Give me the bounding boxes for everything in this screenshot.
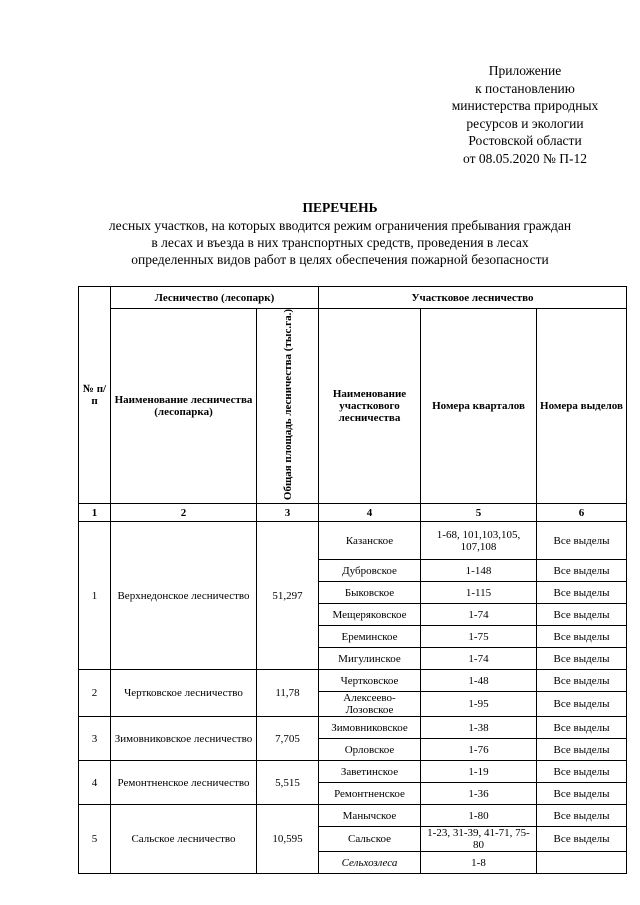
cell-district: Заветинское — [319, 761, 421, 783]
header-area-label: Общая площадь лесничества (тыс.га.) — [281, 309, 294, 501]
cell-plots: Все выделы — [537, 582, 627, 604]
appendix-block — [400, 62, 640, 167]
cell-area: 11,78 — [257, 670, 319, 717]
cell-forestry-name: Зимовниковское лесничество — [111, 717, 257, 761]
cell-district: Мигулинское — [319, 648, 421, 670]
cell-district: Дубровское — [319, 560, 421, 582]
cell-quarters: 1-148 — [421, 560, 537, 582]
header-forestry-name: Наименование лесничества (лесопарка) — [111, 309, 257, 504]
cell-district: Казанское — [319, 522, 421, 560]
cell-quarters: 1-75 — [421, 626, 537, 648]
cell-district: Зимовниковское — [319, 717, 421, 739]
cell-district: Быковское — [319, 582, 421, 604]
appendix-line: от 08.05.2020 № П-12 — [463, 150, 587, 166]
header-area — [257, 309, 319, 504]
column-number: 2 — [111, 504, 257, 522]
subtitle-line: в лесах и въезда в них транспортных средств, проведения в лесах — [151, 235, 529, 250]
cell-forestry-name: Чертковское лесничество — [111, 670, 257, 717]
cell-plots: Все выделы — [537, 670, 627, 692]
forest-areas-table — [78, 286, 627, 874]
column-number: 4 — [319, 504, 421, 522]
cell-plots: Все выделы — [537, 717, 627, 739]
cell-quarters: 1-68, 101,103,105, 107,108 — [421, 522, 537, 560]
appendix-line: ресурсов и экологии — [466, 115, 584, 131]
cell-num: 1 — [79, 522, 111, 670]
column-number: 6 — [537, 504, 627, 522]
document-subtitle — [60, 217, 620, 268]
cell-forestry-name: Верхнедонское лесничество — [111, 522, 257, 670]
cell-district: Алексеево-Лозовское — [319, 692, 421, 717]
cell-district: Ремонтненское — [319, 783, 421, 805]
appendix-line: министерства природных — [451, 98, 599, 113]
cell-area: 10,595 — [257, 805, 319, 874]
table-row — [79, 670, 627, 692]
cell-num: 3 — [79, 717, 111, 761]
column-number: 3 — [257, 504, 319, 522]
subtitle-line: лесных участков, на которых вводится режим ограничения пребывания граждан — [108, 218, 572, 233]
document-title: ПЕРЕЧЕНЬ — [302, 200, 378, 215]
cell-forestry-name: Ремонтненское лесничество — [111, 761, 257, 805]
cell-forestry-name: Сальское лесничество — [111, 805, 257, 874]
cell-quarters: 1-38 — [421, 717, 537, 739]
cell-num: 4 — [79, 761, 111, 805]
cell-plots: Все выделы — [537, 761, 627, 783]
group-header-forestry: Лесничество (лесопарк) — [111, 287, 319, 309]
table-row — [79, 761, 627, 783]
cell-quarters: 1-36 — [421, 783, 537, 805]
cell-district: Чертковское — [319, 670, 421, 692]
table-row — [79, 522, 627, 560]
table-row — [79, 805, 627, 827]
subtitle-line: определенных видов работ в целях обеспечения пожарной безопасности — [131, 252, 549, 267]
cell-district: Мещеряковское — [319, 604, 421, 626]
header-num: № п/п — [79, 287, 111, 504]
cell-district: Сальское — [319, 827, 421, 852]
appendix-line: Ростовской области — [468, 133, 582, 148]
cell-plots — [537, 852, 627, 874]
appendix-line: к постановлению — [475, 80, 575, 96]
cell-plots: Все выделы — [537, 604, 627, 626]
cell-num: 2 — [79, 670, 111, 717]
cell-quarters: 1-74 — [421, 604, 537, 626]
cell-plots: Все выделы — [537, 739, 627, 761]
group-header-district: Участковое лесничество — [319, 287, 627, 309]
appendix-line: Приложение — [488, 63, 562, 78]
table-row — [79, 717, 627, 739]
cell-num: 5 — [79, 805, 111, 874]
cell-plots: Все выделы — [537, 827, 627, 852]
cell-plots: Все выделы — [537, 692, 627, 717]
cell-quarters: 1-95 — [421, 692, 537, 717]
cell-plots: Все выделы — [537, 626, 627, 648]
cell-quarters: 1-8 — [421, 852, 537, 874]
cell-plots: Все выделы — [537, 522, 627, 560]
cell-area: 7,705 — [257, 717, 319, 761]
cell-district: Сельхозлеса — [319, 852, 421, 874]
cell-plots: Все выделы — [537, 783, 627, 805]
cell-quarters: 1-115 — [421, 582, 537, 604]
cell-plots: Все выделы — [537, 648, 627, 670]
header-district-name: Наименование участкового лесничества — [319, 309, 421, 504]
cell-plots: Все выделы — [537, 805, 627, 827]
cell-area: 5,515 — [257, 761, 319, 805]
cell-quarters: 1-23, 31-39, 41-71, 75-80 — [421, 827, 537, 852]
cell-quarters: 1-80 — [421, 805, 537, 827]
cell-quarters: 1-74 — [421, 648, 537, 670]
cell-plots: Все выделы — [537, 560, 627, 582]
column-number: 1 — [79, 504, 111, 522]
header-plots: Номера выделов — [537, 309, 627, 504]
cell-area: 51,297 — [257, 522, 319, 670]
cell-district: Орловское — [319, 739, 421, 761]
header-quarters: Номера кварталов — [421, 309, 537, 504]
cell-quarters: 1-76 — [421, 739, 537, 761]
cell-district: Ереминское — [319, 626, 421, 648]
column-number: 5 — [421, 504, 537, 522]
cell-quarters: 1-19 — [421, 761, 537, 783]
cell-district: Манычское — [319, 805, 421, 827]
cell-quarters: 1-48 — [421, 670, 537, 692]
